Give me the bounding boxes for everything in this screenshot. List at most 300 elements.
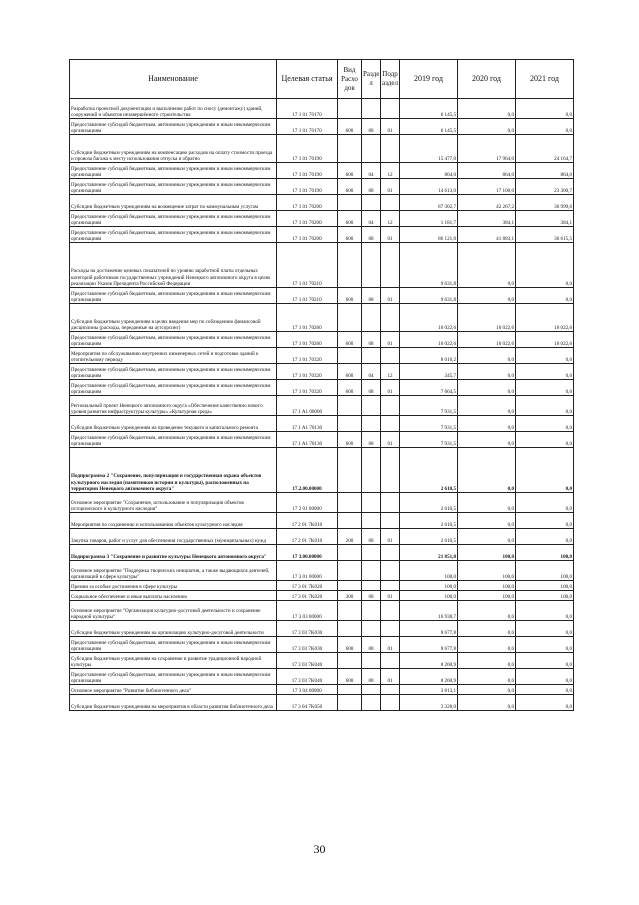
cell-name: Предоставление субсидий бюджетным, автономным учреждениям и иным некоммерческим организациям [70, 380, 277, 396]
cell-razdel [362, 601, 381, 621]
cell-2021: 0,0 [516, 637, 574, 653]
cell-2020: 0,0 [458, 396, 516, 416]
cell-podrazdel [381, 348, 400, 364]
cell-podrazdel: 12 [381, 163, 400, 179]
table-row [70, 432, 574, 448]
cell-podrazdel: 01 [381, 380, 400, 396]
cell-target-code: 17.2.00.00000 [277, 448, 338, 493]
cell-2021: 864,0 [516, 163, 574, 179]
cell-vid: 200 [338, 529, 362, 545]
cell-2020: 10 022,6 [458, 304, 516, 332]
table-row [70, 637, 574, 653]
table-row [70, 653, 574, 669]
cell-target-code: 17 3 01 00000 [277, 561, 338, 581]
cell-target-code: 17 1 01 70170 [277, 99, 338, 119]
cell-2021: 0,0 [516, 669, 574, 685]
cell-name: Основное мероприятие "Поддержка творческих инициатив, а также выдающихся деятелей, организаций в сфере культуры" [70, 561, 277, 581]
table-row [70, 513, 574, 529]
col-header-2021: 2021 год [516, 60, 574, 99]
cell-podrazdel: 12 [381, 211, 400, 227]
cell-podrazdel [381, 545, 400, 561]
cell-2021: 0,0 [516, 243, 574, 288]
cell-2019: 1 181,7 [400, 211, 458, 227]
table-row [70, 227, 574, 243]
cell-vid [338, 601, 362, 621]
cell-name: Предоставление субсидий бюджетным, автономным учреждениям и иным некоммерческим организациям [70, 119, 277, 135]
cell-razdel [362, 685, 381, 695]
cell-name: Предоставление субсидий бюджетным, автономным учреждениям и иным некоммерческим организациям [70, 669, 277, 685]
cell-podrazdel [381, 653, 400, 669]
cell-podrazdel [381, 304, 400, 332]
cell-name: Основное мероприятие "Организация культурно-досуговой деятельности и сохранение народной культуры" [70, 601, 277, 621]
table-row [70, 545, 574, 561]
cell-target-code: 17 1 01 70320 [277, 380, 338, 396]
cell-podrazdel [381, 513, 400, 529]
cell-name: Премии за особые достижения в сфере культуры [70, 581, 277, 591]
col-header-name: Наименование [70, 60, 277, 99]
cell-vid: 600 [338, 637, 362, 653]
cell-target-code: 17 3.00.00000 [277, 545, 338, 561]
table-row [70, 695, 574, 711]
cell-2019: 2 610,5 [400, 513, 458, 529]
cell-podrazdel: 01 [381, 637, 400, 653]
cell-2021: 0,0 [516, 653, 574, 669]
cell-razdel [362, 416, 381, 432]
cell-vid [338, 135, 362, 163]
table-row [70, 288, 574, 304]
cell-2020: 0,0 [458, 380, 516, 396]
cell-vid: 600 [338, 380, 362, 396]
cell-2021: 0,0 [516, 380, 574, 396]
cell-name: Субсидии бюджетным учреждениям на возмещение затрат по коммунальным услугам [70, 195, 277, 211]
table-row [70, 364, 574, 380]
table-row [70, 561, 574, 581]
cell-2020: 384,1 [458, 211, 516, 227]
cell-target-code: 17 2 01 00000 [277, 493, 338, 513]
cell-razdel [362, 348, 381, 364]
cell-2020: 100,0 [458, 545, 516, 561]
cell-2019: 3 328,0 [400, 695, 458, 711]
cell-podrazdel [381, 561, 400, 581]
cell-razdel [362, 304, 381, 332]
cell-2019: 7 931,5 [400, 416, 458, 432]
cell-name: Расходы на достижение целевых показателей по уровню заработной платы отдельных категорий работников государственных учреждений Ненецкого автономного округа в целях реализации Указов Президента Российской Федерации [70, 243, 277, 288]
table-row [70, 119, 574, 135]
table-row [70, 493, 574, 513]
cell-target-code: 17 1 A1 70130 [277, 432, 338, 448]
cell-2020: 0,0 [458, 99, 516, 119]
cell-name: Субсидии бюджетным учреждениям на сохранение и развитие традиционной народной культуры [70, 653, 277, 669]
cell-razdel: 08 [362, 529, 381, 545]
cell-name: Основное мероприятие "Развитие библиотечного дела" [70, 685, 277, 695]
cell-2021: 0,0 [516, 364, 574, 380]
cell-name: Предоставление субсидий бюджетным, автономным учреждениям и иным некоммерческим организациям [70, 163, 277, 179]
cell-2020: 864,0 [458, 163, 516, 179]
cell-razdel: 08 [362, 179, 381, 195]
cell-vid [338, 561, 362, 581]
cell-podrazdel: 01 [381, 332, 400, 348]
cell-2019: 9 631,8 [400, 243, 458, 288]
cell-target-code: 17 1 01 70320 [277, 348, 338, 364]
cell-name: Предоставление субсидий бюджетным, автономным учреждениям и иным некоммерческим организациям [70, 211, 277, 227]
cell-2019: 2 610,5 [400, 448, 458, 493]
cell-2020: 0,0 [458, 685, 516, 695]
cell-2020: 0,0 [458, 637, 516, 653]
cell-name: Предоставление субсидий бюджетным, автономным учреждениям и иным некоммерческим организациям [70, 288, 277, 304]
cell-2021: 36 999,6 [516, 195, 574, 211]
cell-2020: 42 267,2 [458, 195, 516, 211]
cell-razdel [362, 695, 381, 711]
cell-target-code: 17 3 01 7K020 [277, 581, 338, 591]
cell-name: Социальное обеспечение и иные выплаты населению [70, 591, 277, 601]
cell-2019: 2 610,5 [400, 493, 458, 513]
cell-2021: 10 022,6 [516, 332, 574, 348]
page-number: 30 [313, 842, 326, 856]
cell-2019: 87 302,7 [400, 195, 458, 211]
cell-2021: 0,0 [516, 685, 574, 695]
cell-podrazdel [381, 601, 400, 621]
cell-name: Мероприятия по обслуживанию внутренних инженерных сетей и подготовке зданий к отопительному периоду [70, 348, 277, 364]
cell-razdel [362, 243, 381, 288]
cell-2020: 0,0 [458, 653, 516, 669]
cell-2019: 10 022,6 [400, 332, 458, 348]
cell-2021: 384,1 [516, 211, 574, 227]
cell-vid: 600 [338, 119, 362, 135]
col-header-2019: 2019 год [400, 60, 458, 99]
col-header-vid: Вид Расхо дов [338, 60, 362, 99]
cell-2019: 8 010,2 [400, 348, 458, 364]
cell-podrazdel: 01 [381, 529, 400, 545]
cell-2020: 0,0 [458, 601, 516, 621]
cell-razdel [362, 195, 381, 211]
cell-2019: 14 613,0 [400, 179, 458, 195]
cell-2021: 0,0 [516, 99, 574, 119]
table-row [70, 581, 574, 591]
cell-vid [338, 195, 362, 211]
table-row [70, 211, 574, 227]
cell-2020: 0,0 [458, 621, 516, 637]
table-row [70, 529, 574, 545]
table-row [70, 163, 574, 179]
cell-razdel: 08 [362, 591, 381, 601]
cell-razdel: 04 [362, 211, 381, 227]
cell-vid [338, 513, 362, 529]
cell-vid [338, 396, 362, 416]
cell-target-code: 17 3 03 00000 [277, 601, 338, 621]
cell-razdel [362, 545, 381, 561]
cell-vid: 600 [338, 211, 362, 227]
cell-podrazdel [381, 695, 400, 711]
cell-2021: 24 164,7 [516, 135, 574, 163]
col-header-razdel: Разде л [362, 60, 381, 99]
cell-podrazdel [381, 99, 400, 119]
cell-vid [338, 695, 362, 711]
cell-name: Субсидии бюджетным учреждениям на проведение текущего и капитального ремонта [70, 416, 277, 432]
cell-2019: 15 477,0 [400, 135, 458, 163]
table-row [70, 304, 574, 332]
cell-vid [338, 348, 362, 364]
cell-podrazdel [381, 416, 400, 432]
cell-2021: 0,0 [516, 621, 574, 637]
cell-2021: 100,0 [516, 581, 574, 591]
cell-razdel [362, 396, 381, 416]
cell-podrazdel: 01 [381, 119, 400, 135]
cell-target-code: 17 1 01 70190 [277, 135, 338, 163]
table-row [70, 332, 574, 348]
cell-vid [338, 416, 362, 432]
cell-2019: 10 022,6 [400, 304, 458, 332]
table-row [70, 669, 574, 685]
cell-2021: 100,0 [516, 545, 574, 561]
cell-name: Закупка товаров, работ и услуг для обеспечения государственных (муниципальных) нужд [70, 529, 277, 545]
cell-2019: 16 938,7 [400, 601, 458, 621]
cell-2019: 7 664,5 [400, 380, 458, 396]
cell-name: Предоставление субсидий бюджетным, автономным учреждениям и иным некоммерческим организациям [70, 432, 277, 448]
cell-target-code: 17 1 01 70190 [277, 163, 338, 179]
cell-razdel [362, 653, 381, 669]
cell-name: Подпрограмма 3 "Сохранение и развитие культуры Ненецкого автономного округа" [70, 545, 277, 561]
cell-2020: 17 964,0 [458, 135, 516, 163]
cell-vid [338, 493, 362, 513]
cell-razdel [362, 513, 381, 529]
cell-vid [338, 621, 362, 637]
cell-podrazdel [381, 493, 400, 513]
cell-2019: 8 260,9 [400, 669, 458, 685]
cell-target-code: 17 3 03 7K040 [277, 653, 338, 669]
cell-2019: 6 145,5 [400, 99, 458, 119]
col-header-target: Целевая статья [277, 60, 338, 99]
cell-target-code: 17 1 A1 00000 [277, 396, 338, 416]
cell-2020: 100,0 [458, 591, 516, 601]
cell-target-code: 17 1 01 70260 [277, 332, 338, 348]
cell-2019: 6 145,5 [400, 119, 458, 135]
cell-target-code: 17 2 01 7K010 [277, 513, 338, 529]
cell-podrazdel: 01 [381, 432, 400, 448]
cell-2021: 0,0 [516, 119, 574, 135]
cell-name: Основное мероприятие "Сохранение, использование и популяризация объектов исторического и культурного наследия" [70, 493, 277, 513]
cell-2020: 100,0 [458, 581, 516, 591]
cell-2019: 7 931,5 [400, 396, 458, 416]
cell-podrazdel [381, 621, 400, 637]
cell-vid [338, 448, 362, 493]
cell-podrazdel: 01 [381, 288, 400, 304]
cell-vid: 600 [338, 179, 362, 195]
cell-name: Предоставление субсидий бюджетным, автономным учреждениям и иным некоммерческим организациям [70, 179, 277, 195]
cell-2021: 0,0 [516, 348, 574, 364]
cell-name: Мероприятия по сохранению и использованию объектов культурного наследия [70, 513, 277, 529]
cell-name: Разработка проектной документации и выполнение работ по сносу (демонтажу) зданий, сооружений и объектов незавершённого строительства [70, 99, 277, 119]
table-row [70, 396, 574, 416]
cell-podrazdel [381, 448, 400, 493]
cell-2021: 0,0 [516, 448, 574, 493]
table-row [70, 195, 574, 211]
cell-podrazdel: 01 [381, 669, 400, 685]
cell-2020: 0,0 [458, 348, 516, 364]
cell-2020: 0,0 [458, 529, 516, 545]
cell-vid: 600 [338, 332, 362, 348]
cell-2020: 17 100,0 [458, 179, 516, 195]
table-row [70, 448, 574, 493]
cell-razdel [362, 99, 381, 119]
cell-2020: 10 022,6 [458, 332, 516, 348]
cell-2020: 0,0 [458, 432, 516, 448]
table-row [70, 591, 574, 601]
cell-2021: 0,0 [516, 288, 574, 304]
cell-2020: 100,0 [458, 561, 516, 581]
cell-target-code: 17 1 01 70210 [277, 288, 338, 304]
cell-2020: 0,0 [458, 243, 516, 288]
cell-2019: 864,0 [400, 163, 458, 179]
cell-razdel: 08 [362, 119, 381, 135]
col-header-2020: 2020 год [458, 60, 516, 99]
cell-name: Субсидии бюджетным учреждениям на организацию культурно-досуговой деятельности [70, 621, 277, 637]
cell-target-code: 17 3 04 7K050 [277, 695, 338, 711]
cell-2021: 0,0 [516, 432, 574, 448]
cell-2020: 0,0 [458, 364, 516, 380]
cell-2021: 10 022,6 [516, 304, 574, 332]
cell-2019: 100,0 [400, 591, 458, 601]
cell-podrazdel: 01 [381, 179, 400, 195]
cell-vid [338, 581, 362, 591]
cell-target-code: 17 3 03 7K030 [277, 621, 338, 637]
cell-podrazdel: 01 [381, 227, 400, 243]
cell-vid [338, 545, 362, 561]
cell-razdel: 08 [362, 288, 381, 304]
cell-2019: 345,7 [400, 364, 458, 380]
cell-2019: 2 610,5 [400, 529, 458, 545]
cell-razdel: 04 [362, 364, 381, 380]
table-row [70, 380, 574, 396]
cell-name: Субсидии бюджетным учреждениям в целях введения мер по соблюдению финансовой дисциплины (расходы, переданные на аутсорсинг) [70, 304, 277, 332]
cell-vid: 600 [338, 669, 362, 685]
cell-2021: 23 300,7 [516, 179, 574, 195]
cell-target-code: 17 2 01 7K010 [277, 529, 338, 545]
cell-2020: 41 883,1 [458, 227, 516, 243]
cell-name: Подпрограмма 2 "Сохранение, популяризация и государственная охрана объектов культурного наследия (памятников истории и культуры), расположенных на территории Ненецкого автономного округа" [70, 448, 277, 493]
cell-name: Предоставление субсидий бюджетным, автономным учреждениям и иным некоммерческим организациям [70, 227, 277, 243]
col-header-podr: Подр аздел [381, 60, 400, 99]
cell-2020: 0,0 [458, 669, 516, 685]
cell-target-code: 17 1 A1 70130 [277, 416, 338, 432]
cell-2019: 8 677,8 [400, 637, 458, 653]
table-row [70, 685, 574, 695]
cell-2019: 100,0 [400, 561, 458, 581]
cell-target-code: 17 3 01 7K020 [277, 591, 338, 601]
cell-vid [338, 685, 362, 695]
table-row [70, 179, 574, 195]
cell-2021: 100,0 [516, 591, 574, 601]
cell-podrazdel [381, 195, 400, 211]
cell-2020: 0,0 [458, 695, 516, 711]
cell-2021: 0,0 [516, 416, 574, 432]
cell-vid: 600 [338, 163, 362, 179]
cell-podrazdel: 12 [381, 364, 400, 380]
cell-name: Региональный проект Ненецкого автономного округа «Обеспечение качественно нового уровня развития инфраструктуры культуры» «Культурная среда» [70, 396, 277, 416]
cell-2019: 7 931,5 [400, 432, 458, 448]
cell-razdel [362, 581, 381, 591]
cell-target-code: 17 1 01 70200 [277, 227, 338, 243]
cell-2019: 8 260,9 [400, 653, 458, 669]
cell-target-code: 17 1 01 70200 [277, 211, 338, 227]
cell-2021: 36 615,5 [516, 227, 574, 243]
cell-name: Предоставление субсидий бюджетным, автономным учреждениям и иным некоммерческим организациям [70, 637, 277, 653]
cell-razdel: 08 [362, 669, 381, 685]
cell-2020: 0,0 [458, 288, 516, 304]
cell-target-code: 17 3 04 00000 [277, 685, 338, 695]
cell-2019: 8 677,8 [400, 621, 458, 637]
cell-2019: 86 121,0 [400, 227, 458, 243]
cell-2020: 0,0 [458, 513, 516, 529]
cell-2020: 0,0 [458, 119, 516, 135]
cell-vid: 300 [338, 591, 362, 601]
budget-table [69, 59, 574, 711]
cell-podrazdel [381, 243, 400, 288]
cell-target-code: 17 1 01 70170 [277, 119, 338, 135]
cell-2019: 100,0 [400, 581, 458, 591]
cell-target-code: 17 1 01 70200 [277, 195, 338, 211]
cell-vid: 600 [338, 364, 362, 380]
cell-2019: 9 631,8 [400, 288, 458, 304]
cell-2021: 0,0 [516, 396, 574, 416]
cell-2021: 0,0 [516, 513, 574, 529]
cell-razdel: 08 [362, 432, 381, 448]
cell-razdel: 08 [362, 637, 381, 653]
cell-podrazdel [381, 581, 400, 591]
cell-2019: 21 851,8 [400, 545, 458, 561]
cell-2020: 0,0 [458, 448, 516, 493]
table-row [70, 135, 574, 163]
cell-2021: 0,0 [516, 695, 574, 711]
table-row [70, 601, 574, 621]
cell-name: Субсидии бюджетным учреждениям на компенсацию расходов на оплату стоимости проезда и провоза багажа к месту использования отпуска и обратно [70, 135, 277, 163]
cell-razdel [362, 561, 381, 581]
cell-target-code: 17 1 01 70260 [277, 304, 338, 332]
cell-razdel: 08 [362, 332, 381, 348]
cell-podrazdel: 01 [381, 591, 400, 601]
cell-name: Предоставление субсидий бюджетным, автономным учреждениям и иным некоммерческим организациям [70, 364, 277, 380]
cell-2021: 0,0 [516, 529, 574, 545]
cell-razdel: 04 [362, 163, 381, 179]
table-row [70, 621, 574, 637]
cell-razdel [362, 448, 381, 493]
cell-2019: 3 813,1 [400, 685, 458, 695]
cell-2021: 100,0 [516, 561, 574, 581]
cell-target-code: 17 1 01 70190 [277, 179, 338, 195]
table-row [70, 243, 574, 288]
cell-razdel [362, 135, 381, 163]
cell-2021: 0,0 [516, 493, 574, 513]
cell-vid [338, 99, 362, 119]
cell-podrazdel [381, 685, 400, 695]
cell-target-code: 17 3 03 7K040 [277, 669, 338, 685]
cell-vid [338, 304, 362, 332]
table-row [70, 348, 574, 364]
cell-target-code: 17 1 01 70320 [277, 364, 338, 380]
table-row [70, 99, 574, 119]
table-body [70, 99, 574, 711]
table-row [70, 416, 574, 432]
cell-razdel [362, 621, 381, 637]
cell-vid [338, 243, 362, 288]
cell-2021: 0,0 [516, 601, 574, 621]
cell-2020: 0,0 [458, 493, 516, 513]
cell-razdel: 08 [362, 227, 381, 243]
cell-target-code: 17 1 01 70210 [277, 243, 338, 288]
cell-podrazdel [381, 396, 400, 416]
cell-vid: 600 [338, 432, 362, 448]
cell-razdel: 08 [362, 380, 381, 396]
cell-vid: 600 [338, 288, 362, 304]
